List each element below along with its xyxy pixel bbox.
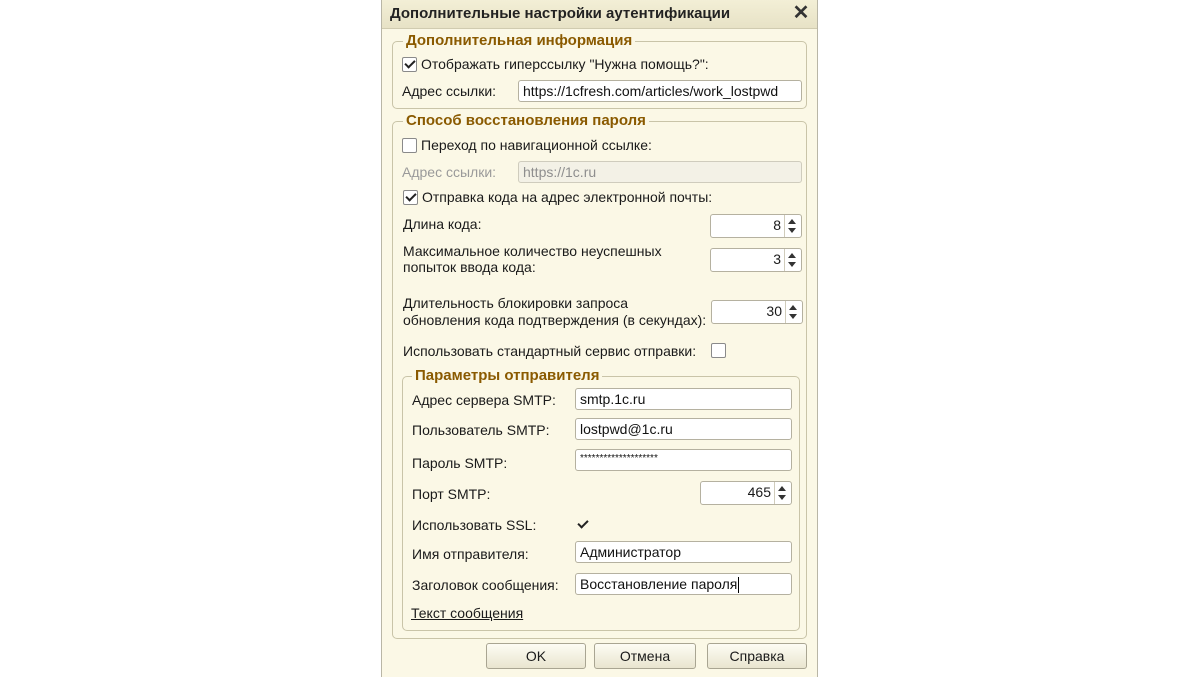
title-bar — [382, 0, 817, 29]
smtp-port-label: Порт SMTP: — [412, 486, 491, 502]
code-length-value: 8 — [773, 217, 781, 233]
max-attempts-label-line2: попыток ввода кода: — [403, 259, 536, 275]
help-link-address-input[interactable]: https://1cfresh.com/articles/work_lostpwd — [518, 80, 802, 102]
extra-info-legend: Дополнительная информация — [403, 32, 635, 49]
max-attempts-value: 3 — [773, 251, 781, 267]
smtp-port-stepper[interactable] — [700, 481, 792, 505]
smtp-password-input[interactable]: ******************** — [575, 449, 792, 471]
subject-label: Заголовок сообщения: — [412, 577, 559, 593]
standard-service-label: Использовать стандартный сервис отправки: — [403, 343, 697, 359]
nav-address-label: Адрес ссылки: — [402, 164, 497, 180]
spin-arrows-icon[interactable] — [784, 215, 801, 237]
use-ssl-checkbox[interactable] — [575, 517, 590, 532]
sender-name-label: Имя отправителя: — [412, 546, 529, 562]
code-length-stepper[interactable] — [710, 214, 802, 238]
help-link-address-label: Адрес ссылки: — [402, 83, 497, 99]
ok-button[interactable]: OK — [486, 643, 586, 669]
use-ssl-label: Использовать SSL: — [412, 517, 537, 533]
email-code-checkbox[interactable] — [403, 190, 418, 205]
block-duration-label-line2: обновления кода подтверждения (в секундах): — [403, 312, 707, 328]
email-code-label: Отправка кода на адрес электронной почты: — [422, 189, 713, 205]
password-recovery-legend: Способ восстановления пароля — [403, 112, 649, 129]
nav-link-checkbox[interactable] — [402, 138, 417, 153]
subject-value: Восстановление пароля — [580, 576, 738, 592]
smtp-server-input[interactable]: smtp.1c.ru — [575, 388, 792, 410]
max-attempts-label-line1: Максимальное количество неуспешных — [403, 243, 662, 259]
message-text-link[interactable]: Текст сообщения — [411, 605, 524, 621]
text-caret — [738, 577, 739, 593]
nav-address-input[interactable]: https://1c.ru — [518, 161, 802, 183]
smtp-password-label: Пароль SMTP: — [412, 455, 508, 471]
code-length-label: Длина кода: — [403, 216, 482, 232]
block-duration-label-line1: Длительность блокировки запроса — [403, 295, 629, 311]
block-duration-stepper[interactable] — [711, 300, 803, 324]
subject-input[interactable] — [575, 573, 792, 595]
spin-arrows-icon[interactable] — [784, 249, 801, 271]
smtp-server-label: Адрес сервера SMTP: — [412, 392, 556, 408]
block-duration-value: 30 — [766, 303, 782, 319]
spin-arrows-icon[interactable] — [785, 301, 802, 323]
spin-arrows-icon[interactable] — [774, 482, 791, 504]
sender-name-input[interactable]: Администратор — [575, 541, 792, 563]
sender-params-legend: Параметры отправителя — [412, 367, 602, 384]
show-help-link-label: Отображать гиперссылку "Нужна помощь?": — [421, 56, 709, 72]
auth-settings-dialog — [381, 0, 818, 677]
standard-service-checkbox[interactable] — [711, 343, 726, 358]
smtp-user-label: Пользователь SMTP: — [412, 422, 550, 438]
dialog-title: Дополнительные настройки аутентификации — [390, 5, 731, 22]
max-attempts-stepper[interactable] — [710, 248, 802, 272]
cancel-button[interactable]: Отмена — [594, 643, 696, 669]
smtp-port-value: 465 — [747, 484, 771, 500]
help-button[interactable]: Справка — [707, 643, 807, 669]
show-help-link-checkbox[interactable] — [402, 57, 417, 72]
smtp-user-input[interactable]: lostpwd@1c.ru — [575, 418, 792, 440]
close-icon[interactable]: ✕ — [792, 2, 810, 24]
nav-link-label: Переход по навигационной ссылке: — [421, 137, 652, 153]
